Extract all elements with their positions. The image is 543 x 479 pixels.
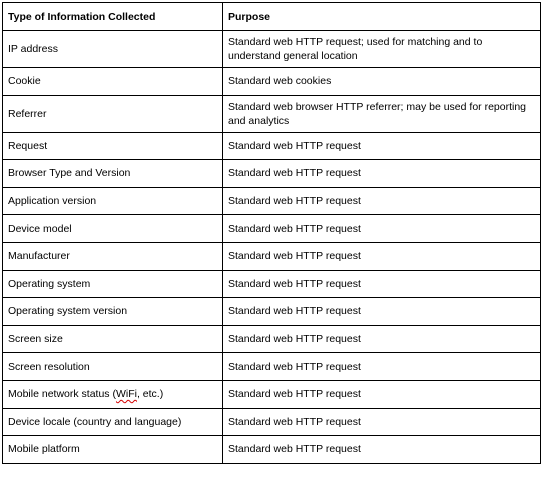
table-header-row <box>3 3 541 31</box>
purpose-cell: Standard web HTTP request <box>223 380 541 408</box>
info-type-cell: Manufacturer <box>3 242 223 270</box>
purpose-cell: Standard web HTTP request <box>223 242 541 270</box>
info-type-cell: Request <box>3 132 223 160</box>
table-row <box>3 325 541 353</box>
table-row <box>3 270 541 298</box>
info-type-cell: Device locale (country and language) <box>3 408 223 436</box>
purpose-cell: Standard web HTTP request <box>223 187 541 215</box>
info-type-cell: Operating system <box>3 270 223 298</box>
information-collected-table <box>2 2 541 464</box>
info-type-cell: Screen resolution <box>3 353 223 381</box>
purpose-cell: Standard web HTTP request <box>223 436 541 464</box>
table-row <box>3 380 541 408</box>
purpose-cell: Standard web HTTP request <box>223 298 541 326</box>
header-type-of-information: Type of Information Collected <box>3 3 223 31</box>
purpose-cell: Standard web HTTP request; used for matching and to understand general location <box>223 31 541 68</box>
table-row <box>3 242 541 270</box>
table-row <box>3 298 541 326</box>
purpose-cell: Standard web HTTP request <box>223 270 541 298</box>
purpose-cell: Standard web HTTP request <box>223 215 541 243</box>
info-type-cell: Mobile network status (WiFi, etc.) <box>3 380 223 408</box>
table-row <box>3 68 541 96</box>
table-row <box>3 31 541 68</box>
purpose-cell: Standard web HTTP request <box>223 325 541 353</box>
info-type-cell: Cookie <box>3 68 223 96</box>
purpose-cell: Standard web cookies <box>223 68 541 96</box>
table-row <box>3 353 541 381</box>
information-table-container <box>2 2 540 464</box>
purpose-cell: Standard web browser HTTP referrer; may be used for reporting and analytics <box>223 95 541 132</box>
info-type-cell: Mobile platform <box>3 436 223 464</box>
purpose-cell: Standard web HTTP request <box>223 353 541 381</box>
info-type-cell: Application version <box>3 187 223 215</box>
table-row <box>3 436 541 464</box>
info-type-cell: Browser Type and Version <box>3 160 223 188</box>
purpose-cell: Standard web HTTP request <box>223 160 541 188</box>
info-type-cell: IP address <box>3 31 223 68</box>
header-purpose: Purpose <box>223 3 541 31</box>
info-type-cell: Referrer <box>3 95 223 132</box>
purpose-cell: Standard web HTTP request <box>223 132 541 160</box>
table-row <box>3 160 541 188</box>
info-type-cell: Device model <box>3 215 223 243</box>
table-row <box>3 408 541 436</box>
table-row <box>3 215 541 243</box>
table-row <box>3 95 541 132</box>
info-type-cell: Screen size <box>3 325 223 353</box>
table-row <box>3 132 541 160</box>
table-row <box>3 187 541 215</box>
spellcheck-word: WiFi <box>115 388 137 401</box>
purpose-cell: Standard web HTTP request <box>223 408 541 436</box>
info-type-cell: Operating system version <box>3 298 223 326</box>
